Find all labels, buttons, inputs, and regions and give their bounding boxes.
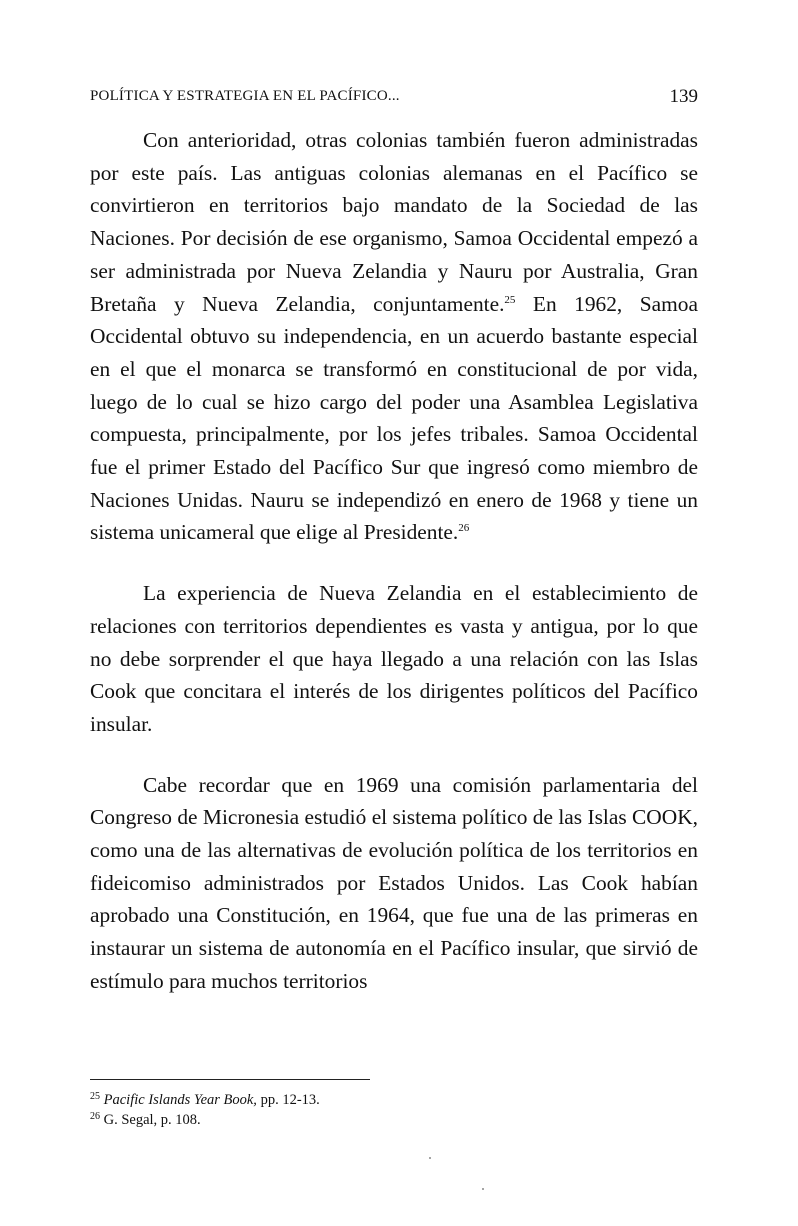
- footnote-ref-25: 25: [504, 293, 516, 306]
- footnote-25-text: pp. 12-13.: [256, 1092, 320, 1108]
- footnotes: [90, 1090, 698, 1130]
- running-title: POLÍTICA Y ESTRATEGIA EN EL PACÍFICO...: [90, 88, 400, 104]
- paragraph-1: [90, 124, 698, 549]
- footnote-26-text: G. Segal, p. 108.: [100, 1112, 201, 1128]
- scan-speck: [429, 1157, 431, 1159]
- page-number: 139: [669, 86, 698, 107]
- paragraph-3-text: Cabe recordar que en 1969 una comisión parlamentaria del Congreso de Micronesia estudió el sistema político de las Islas COOK, como una de las alternativas de evolución política de los territorios en fideicomiso administrados por Estados Unidos. Las Cook habían aprobado una Constitución, en 1964, que fue una de las primeras en instaurar un sistema de autonomía en el Pacífico insular, que sirvió de estímulo para muchos territorios: [90, 772, 698, 993]
- footnote-26-number: 26: [90, 1111, 100, 1122]
- paragraph-1-text-a: Con anterioridad, otras colonias también fueron administradas por este país. Las antiguas colonias alemanas en el Pacífico se convirtieron en territorios bajo mandato de la Sociedad de las Naciones. Por decisión de ese organismo, Samoa Occidental empezó a ser administrada por Nueva Zelandia y Nauru por Australia, Gran Bretaña y Nueva Zelandia, conjuntamente.: [90, 128, 698, 316]
- footnote-25: [90, 1090, 698, 1110]
- paragraph-3: [90, 769, 698, 998]
- body-text: [90, 124, 698, 998]
- paragraph-1-text-b: En 1962, Samoa Occidental obtuvo su independencia, en un acuerdo bastante especial en el que el monarca se transformó en constitucional de por vida, luego de lo cual se hizo cargo del poder una Asamblea Legislativa compuesta, principalmente, por los jefes tribales. Samoa Occidental fue el primer Estado del Pacífico Sur que ingresó como miembro de Naciones Unidas. Nauru se independizó en enero de 1968 y tiene un sistema unicameral que elige al Presidente.: [90, 291, 698, 545]
- footnote-divider: [90, 1079, 370, 1080]
- paragraph-2: [90, 577, 698, 741]
- paragraph-2-text: La experiencia de Nueva Zelandia en el establecimiento de relaciones con territorios dependientes es vasta y antigua, por lo que no debe sorprender el que haya llegado a una relación con las Islas Cook que concitara el interés de los dirigentes políticos del Pacífico insular.: [90, 581, 698, 736]
- footnote-25-number: 25: [90, 1091, 100, 1102]
- scan-speck: [482, 1188, 484, 1190]
- page-header: [90, 88, 698, 110]
- footnote-26: [90, 1110, 698, 1130]
- footnote-25-title: Pacific Islands Year Book,: [103, 1092, 257, 1108]
- footnote-ref-26: 26: [458, 522, 470, 535]
